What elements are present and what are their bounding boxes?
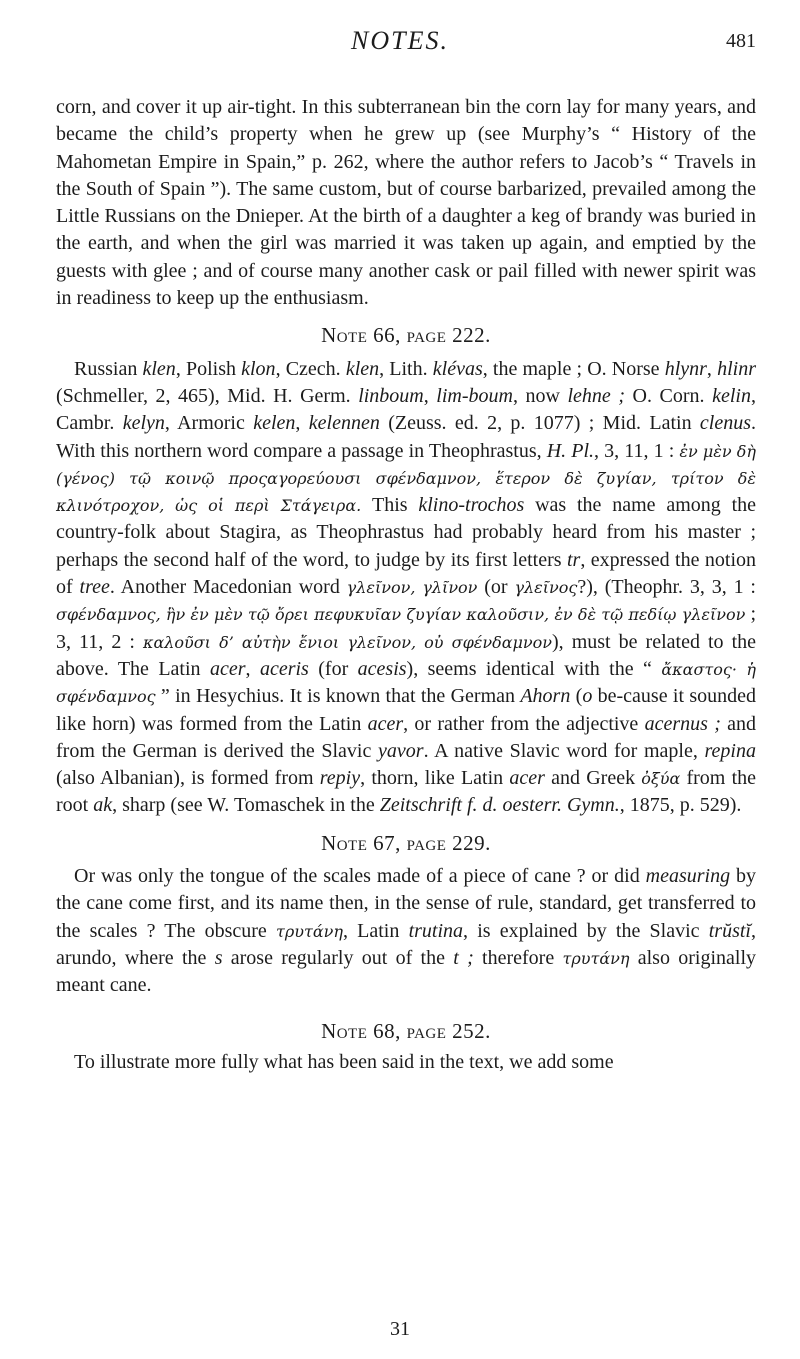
note-67-heading: Note 67, page 229. — [321, 830, 491, 855]
greek-text: ὀξύα — [641, 769, 681, 789]
italic-term: tr — [566, 548, 581, 571]
italic-term: repiy — [319, 767, 361, 790]
italic-term: aceris — [259, 657, 309, 680]
greek-text: γλεῖνον, γλῖνον — [346, 578, 478, 598]
italic-term: yavor — [378, 739, 424, 762]
greek-text: γλεῖνος — [514, 578, 578, 598]
italic-term: hlynr — [664, 357, 707, 380]
italic-term: s — [214, 946, 223, 969]
italic-term: hlinr — [717, 357, 756, 380]
greek-text: ἄκαστος· ἡ σφένδαμνος — [56, 659, 756, 707]
italic-term: klen — [345, 357, 380, 380]
italic-term: Ahorn — [520, 685, 571, 708]
running-title: NOTES. — [351, 26, 449, 55]
italic-term: clenus — [699, 412, 752, 435]
running-head — [0, 26, 800, 58]
page-number: 481 — [726, 30, 756, 52]
greek-text: ἐν μὲν δὴ (γένος) τῷ κοινῷ προςαγορεύουσι σφένδαμνον, ἕτερον δὲ ζυγίαν, τρίτον δὲ κλινότροχον, ὡς οἱ περὶ Στάγειρα. — [56, 441, 756, 516]
italic-term: acer — [509, 767, 545, 790]
signature-mark: 31 — [390, 1318, 410, 1340]
note-68-heading: Note 68, page 252. — [321, 1018, 491, 1043]
greek-text: καλοῦσι δ’ αὐτὴν ἔνιοι γλεῖνον, οὐ σφένδαμνον — [142, 632, 553, 652]
italic-term: acernus ; — [644, 712, 721, 735]
paragraph-continuation: corn, and cover it up air-tight. In this subterranean bin the corn lay for many years, and became the child’s property when he grew up (see Murphy’s “ History of the Mahometan Empire in Spain,” p. 262, where the author refers to Jacob’s “ Travels in the South of Spain ”). The same custom, but of course barbarized, prevailed among the Little Russians on the Dnieper. At the birth of a daughter a keg of brandy was buried in the earth, and when the girl was married it was taken up again, and emptied by the guests with glee ; and of course many another cask or pail filled with newer spirit was in readiness to keep up the enthusiasm. — [56, 96, 756, 310]
greek-text: σφένδαμνος, ἣν ἐν μὲν τῷ ὄρει πεφυκυῖαν ζυγίαν καλοῦσιν, ἐν δὲ τῷ πεδίῳ γλεῖνον — [56, 605, 746, 625]
italic-term: measuring — [645, 865, 731, 888]
italic-term: tree — [79, 576, 110, 599]
italic-term: kelin — [712, 384, 751, 407]
greek-text: τρυτάνη — [562, 948, 630, 968]
note-66-text: Russian klen, Polish klon, Czech. klen, Lith. klévas, the maple ; O. Norse hlynr, hlinr (Schmeller, 2, 465), Mid. H. Germ. linboum, lim-boum, now lehne ; O. Corn. kelin, Cambr. kelyn, Armoric kelen, kelennen (Zeuss. ed. 2, p. 1077) ; Mid. Latin clenus. With this northern word compare a passage in Theophrastus, H. Pl., 3, 11, 1 : ἐν μὲν δὴ (γένος) τῷ κοινῷ προςαγορεύουσι σφένδαμνον, ἕτερον δὲ ζυγίαν, τρίτον δὲ κλινότροχον, ὡς οἱ περὶ Στάγειρα. This klino-trochos was the name among the country-folk about Stagira, as Theophrastus had probably heard from his master ; perhaps the second half of the word, to judge by its first letters tr, expressed the notion of tree. Another Macedonian word γλεῖνον, γλῖνον (or γλεῖνος?), (Theophr. 3, 3, 1 : σφένδαμνος, ἣν ἐν μὲν τῷ ὄρει πεφυκυῖαν ζυγίαν καλοῦσιν, ἐν δὲ τῷ πεδίῳ γλεῖνον ; 3, 11, 2 : καλοῦσι δ’ αὐτὴν ἔνιοι γλεῖνον, οὐ σφένδαμνον), must be related to the above. The Latin acer, aceris (for acesis), seems identical with the “ ἄκαστος· ἡ σφένδαμνος ” in Hesychius. It is known that the German Ahorn (o be-cause it sounded like horn) was formed from the Latin acer, or rather from the adjective acernus ; and from the German is derived the Slavic yavor. A native Slavic word for maple, repina (also Albanian), is formed from repiy, thorn, like Latin acer and Greek ὀξύα from the root ak, sharp (see W. Tomaschek in the Zeitschrift f. d. oesterr. Gymn., 1875, p. 529). — [56, 357, 757, 817]
italic-term: t ; — [453, 946, 474, 969]
italic-term: lehne ; — [567, 384, 626, 407]
italic-term: lim-boum — [436, 384, 513, 407]
italic-term: trŭstĭ — [708, 919, 751, 942]
italic-term: acer — [209, 657, 246, 680]
italic-term: klon — [241, 357, 276, 380]
italic-term: acesis — [357, 657, 407, 680]
italic-term: ak — [93, 794, 113, 817]
italic-term: klino-trochos — [418, 494, 525, 517]
greek-text: τρυτάνη — [276, 921, 343, 941]
italic-term: trutina — [408, 919, 464, 942]
italic-term: kelennen — [308, 412, 380, 435]
italic-term: klen — [142, 357, 176, 380]
italic-term: o — [582, 685, 593, 708]
italic-term: repina — [704, 739, 756, 762]
italic-term: acer — [367, 712, 404, 735]
note-68-text: To illustrate more fully what has been said in the text, we add some — [74, 1050, 614, 1073]
body-text — [56, 94, 756, 1076]
italic-term: Zeitschrift f. d. oesterr. Gymn. — [379, 794, 620, 817]
italic-term: linboum — [358, 384, 424, 407]
note-67-text: Or was only the tongue of the scales made of a piece of cane ? or did measuring by the cane come first, and its name then, in the sense of rule, standard, get transferred to the scales ? The obscure τρυτάνη, Latin trutina, is explained by the Slavic trŭstĭ, arundo, where the s arose regularly out of the t ; therefore τρυτάνη also originally meant cane. — [56, 865, 757, 997]
italic-term: kelyn — [122, 412, 165, 435]
italic-term: klévas — [432, 357, 483, 380]
note-66-heading: Note 66, page 222. — [321, 323, 491, 348]
italic-term: kelen — [253, 412, 296, 435]
italic-term: H. Pl. — [546, 439, 595, 462]
